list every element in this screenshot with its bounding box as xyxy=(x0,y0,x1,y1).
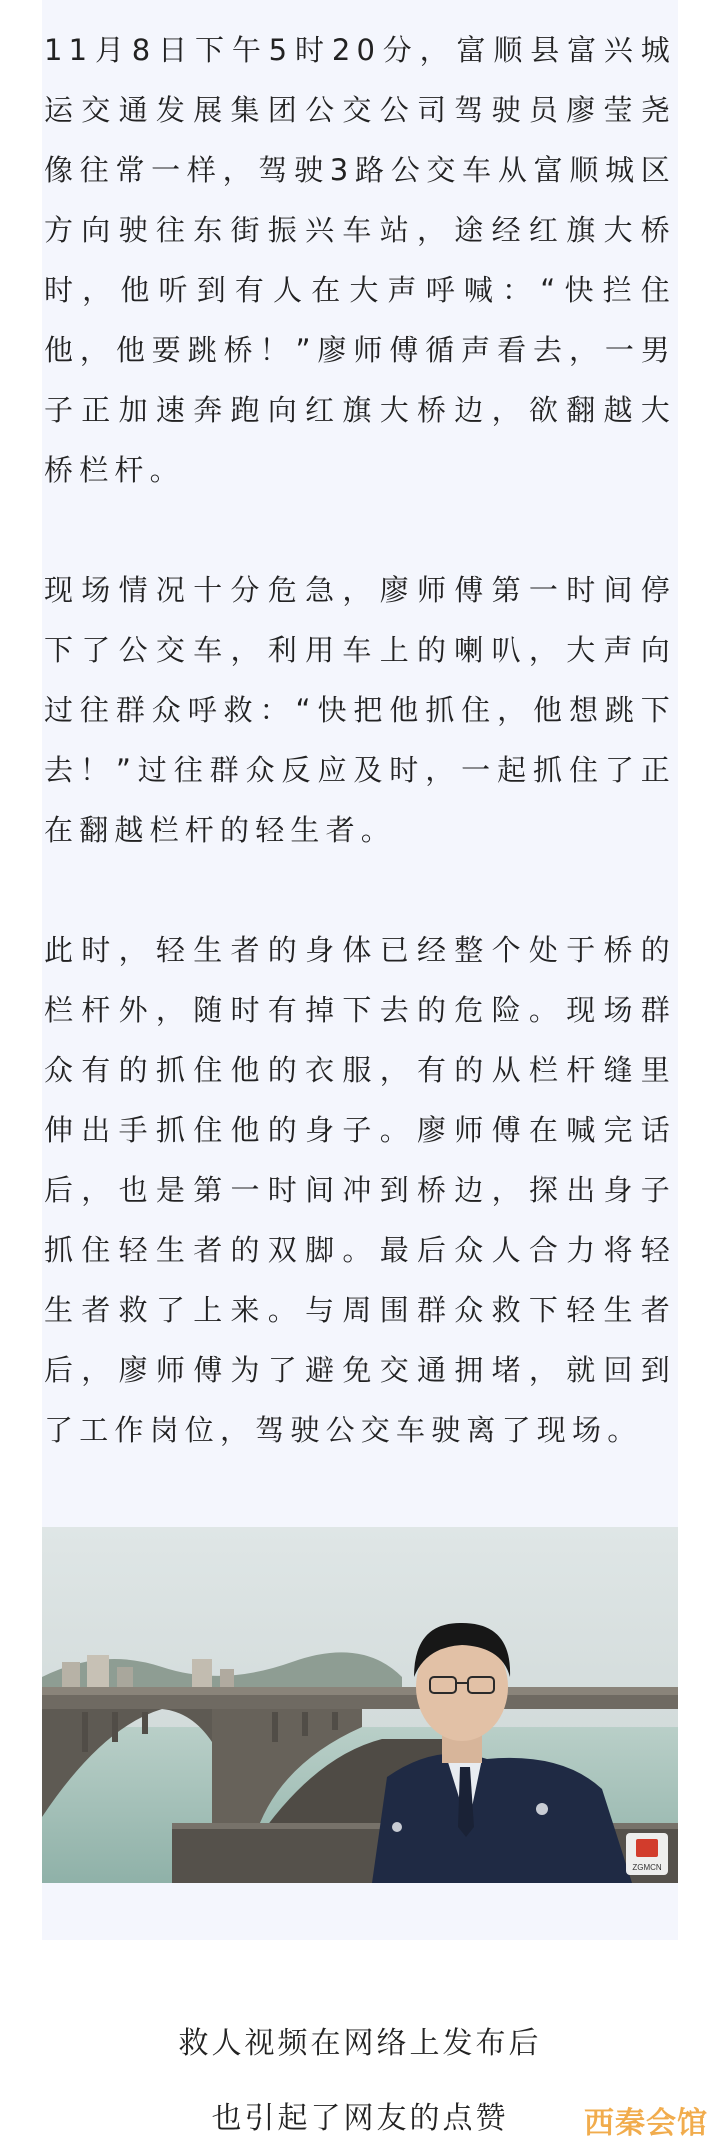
photo-logo-text: ZGMCN xyxy=(632,1863,662,1872)
article-body xyxy=(42,20,678,1460)
watermark-logo: 西秦会馆 xyxy=(584,2106,708,2141)
article-paragraph: 现场情况十分危急，廖师傅第一时间停下了公交车，利用车上的喇叭，大声向过往群众呼救：“快把他抓住，他想跳下去！”过往群众反应及时，一起抓住了正在翻越栏杆的轻生者。 xyxy=(44,573,676,847)
article-paragraph: 11月8日下午5时20分，富顺县富兴城运交通发展集团公交公司驾驶员廖莹尧像往常一样，驾驶3路公交车从富顺城区方向驶往东街振兴车站，途经红旗大桥时，他听到有人在大声呼喊：“快拦住他，他要跳桥！”廖师傅循声看去，一男子正加速奔跑向红旗大桥边，欲翻越大桥栏杆。 xyxy=(44,33,676,487)
caption-line: 救人视频在网络上发布后 xyxy=(178,2026,542,2061)
article-paragraph: 此时，轻生者的身体已经整个处于桥的栏杆外，随时有掉下去的危险。现场群众有的抓住他的衣服，有的从栏杆缝里伸出手抓住他的身子。廖师傅在喊完话后，也是第一时间冲到桥边，探出身子抓住轻生者的双脚。最后众人合力将轻生者救了上来。与周围群众救下轻生者后，廖师傅为了避免交通拥堵，就回到了工作岗位，驾驶公交车驶离了现场。 xyxy=(44,933,676,1447)
news-photo xyxy=(42,1527,678,1883)
caption-line: 也引起了网友的点赞 xyxy=(211,2101,509,2136)
news-photo-illustration xyxy=(42,1527,678,1883)
